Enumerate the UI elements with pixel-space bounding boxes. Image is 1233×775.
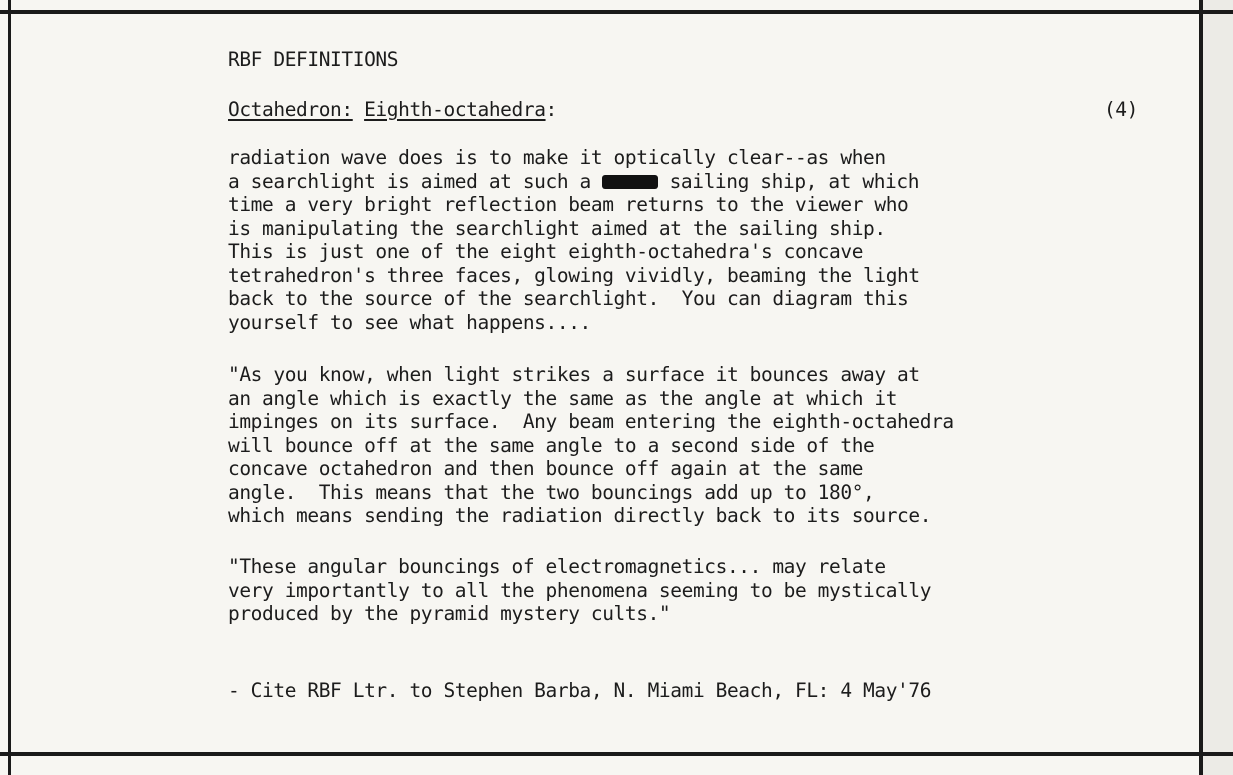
paragraph-1-line-2-end: sailing ship, at which [658,169,920,193]
left-border-line [8,0,11,775]
subentry-term: Eighth-octahedra [364,98,546,121]
right-border-line [1199,0,1203,775]
subentry-colon: : [545,98,557,121]
entry-title-row [228,98,1148,126]
paragraph-3: "These angular bouncings of electromagnetics... may relate very importantly to all the phenomena seeming to be mystically produced by the pyramid mystery cults." [228,555,932,625]
top-border-line [0,10,1233,14]
citation: - Cite RBF Ltr. to Stephen Barba, N. Miami Beach, FL: 4 May'76 [228,679,932,702]
right-margin-strip [1203,0,1233,775]
paragraph-1-rest: time a very bright reflection beam returns to the viewer who is manipulating the searchlight aimed at the sailing ship. This is just one of the eight eighth-octahedra's concave tetrahedron's three faces, glowing vividly, beaming the light back to the source of the searchlight. You can diagram this yourself to see what happens.... [228,193,920,334]
bottom-border-line [0,752,1233,756]
entry-term: Octahedron: [228,98,353,121]
paragraph-1-line-1: radiation wave does is to make it optically clear--as when [228,146,886,169]
paragraph-1-line-2-start: a searchlight is aimed at such a [228,169,603,193]
card-header: RBF DEFINITIONS [228,48,399,71]
paragraph-2: "As you know, when light strikes a surface it bounces away at an angle which is exactly the same as the angle at which it impinges on its surface. Any beam entering the eighth-octahedra will bounce off at the same angle to a second side of the concave octahedron and then bounce off again at the same angle. This means that the two bouncings add up to 180°, which means sending the radiation directly back to its source. [228,363,954,527]
redaction-mark [602,175,658,189]
paragraph-1 [228,146,1168,334]
card-number: (4) [1103,98,1138,121]
entry-title [228,98,557,121]
